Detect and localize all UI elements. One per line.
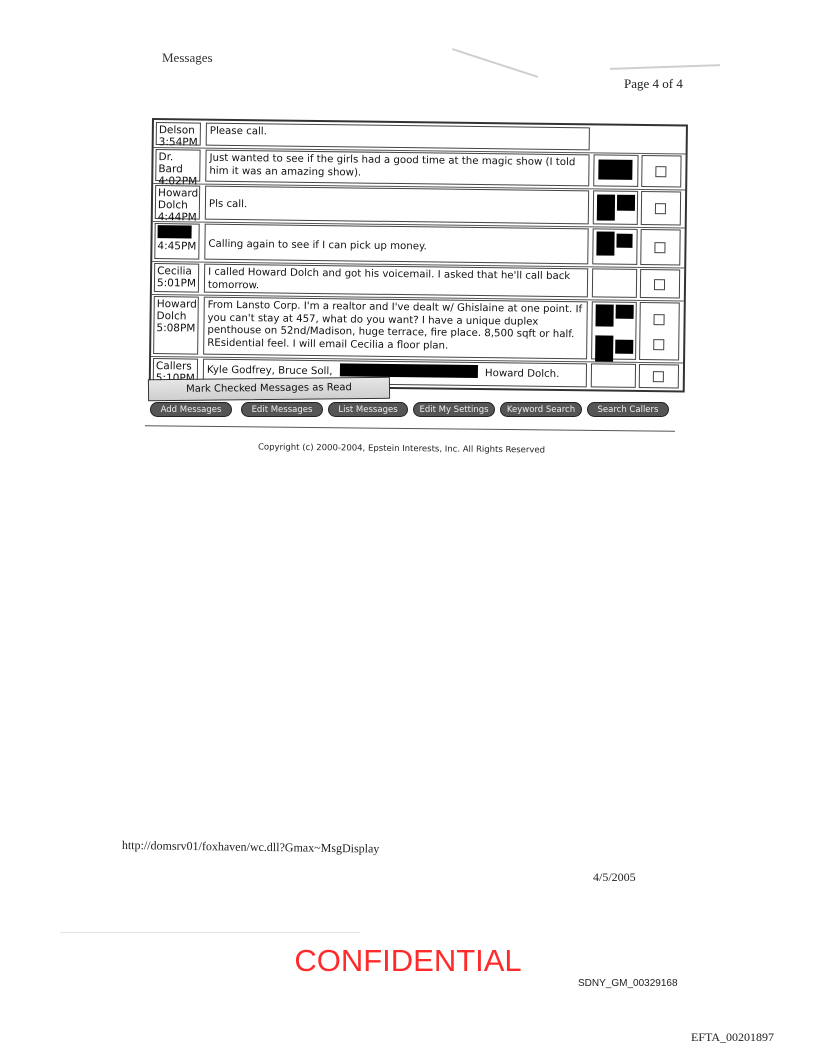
redaction-block (616, 305, 634, 319)
mark-read-checkbox[interactable] (654, 314, 665, 325)
message-time: 5:01PM (156, 277, 197, 290)
message-time: 4:02PM (158, 175, 198, 188)
mark-read-checkbox[interactable] (653, 371, 664, 382)
table-row (151, 294, 684, 363)
caller-cell (154, 263, 199, 293)
print-date: 4/5/2005 (593, 870, 636, 884)
list-messages-button[interactable]: List Messages (328, 402, 408, 417)
redaction-block (598, 159, 632, 179)
message-text: Pls call. (208, 198, 248, 211)
mark-read-checkbox[interactable] (655, 166, 666, 177)
message-text: From Lansto Corp. I'm a realtor and I've dealt w/ Ghislaine at one point. If you can't stay at 457, what do you want? I have a unique duplex penthouse on 52nd/Madison, huge terrace, fire place. 8,500 sqft or half. REsidential feel. I will email Cecilia a floor plan. (207, 299, 583, 352)
message-text: Please call. (209, 125, 267, 138)
caller-name: Howard Dolch (156, 298, 197, 323)
caller-name: Delson (158, 124, 195, 137)
mark-read-checkbox[interactable] (654, 279, 665, 290)
redaction-block (340, 363, 478, 378)
caller-cell (154, 223, 199, 260)
message-time: 4:44PM (157, 211, 197, 224)
read-checkbox-cell (641, 191, 681, 225)
redaction-block (615, 340, 633, 354)
message-text-cell (206, 123, 590, 151)
message-text-part: Kyle Godfrey, Bruce Soll, (206, 364, 333, 378)
empty-cell (591, 363, 636, 388)
copyright-notice: Copyright (c) 2000-2004, Epstein Interests, Inc. All Rights Reserved (257, 442, 546, 456)
caller-name: Howard Dolch (157, 187, 199, 212)
message-text-cell (205, 150, 589, 187)
search-callers-button[interactable]: Search Callers (587, 402, 669, 417)
message-text-cell (204, 264, 588, 298)
redacted-cell (592, 228, 637, 265)
redaction-block (596, 231, 614, 255)
message-time: 5:08PM (156, 322, 196, 335)
redacted-cell (593, 154, 638, 187)
mark-read-checkbox[interactable] (653, 340, 664, 351)
edit-messages-button[interactable]: Edit Messages (241, 402, 323, 417)
message-text: Just wanted to see if the girls had a good time at the magic show (I told him it was an amazing show). (209, 152, 576, 179)
page-indicator: Page 4 of 4 (624, 76, 683, 91)
caller-cell (155, 185, 200, 224)
read-checkbox-cell (641, 155, 681, 187)
message-text: Calling again to see if I can pick up money. (208, 238, 427, 253)
caller-cell (153, 296, 199, 355)
redacted-cell (591, 301, 637, 360)
efta-number: EFTA_00201897 (691, 1030, 775, 1044)
page-url: http://domsrv01/foxhaven/wc.dll?Gmax~MsgDisplay (121, 838, 380, 856)
read-checkbox-cell (639, 364, 679, 388)
messages-table (149, 118, 688, 393)
message-text-cell (204, 224, 588, 265)
redaction-block (597, 194, 615, 220)
mark-checked-read-button[interactable]: Mark Checked Messages as Read (148, 377, 390, 402)
paper-crease (610, 64, 720, 70)
redaction-block (595, 304, 613, 326)
caller-name: Dr. Bard (158, 151, 183, 176)
keyword-search-button[interactable]: Keyword Search (500, 402, 582, 417)
redaction-block (158, 225, 192, 238)
read-checkbox-cell (639, 302, 680, 360)
scan-line (60, 932, 360, 933)
redaction-block (616, 234, 632, 248)
mark-read-checkbox[interactable] (655, 203, 666, 214)
caller-name: Callers (155, 360, 192, 373)
edit-my-settings-button[interactable]: Edit My Settings (413, 402, 495, 417)
mark-read-checkbox[interactable] (654, 242, 665, 253)
caller-name: Cecilia (157, 265, 192, 278)
read-checkbox-cell (640, 269, 680, 298)
redaction-block (595, 335, 613, 361)
caller-cell (156, 122, 201, 149)
confidential-stamp: CONFIDENTIAL (294, 943, 522, 978)
message-text: I called Howard Dolch and got his voicemail. I asked that he'll call back tomorrow. (207, 266, 571, 291)
divider-rule (145, 425, 675, 432)
message-time: 4:45PM (157, 240, 197, 253)
add-messages-button[interactable]: Add Messages (150, 402, 232, 417)
bates-number: SDNY_GM_00329168 (578, 978, 678, 989)
read-checkbox-cell (640, 229, 680, 265)
caller-cell (155, 149, 200, 188)
redaction-block (617, 195, 635, 211)
message-text-cell (203, 297, 588, 360)
empty-cell (592, 268, 637, 298)
redacted-cell (593, 190, 638, 225)
message-text-cell (205, 186, 589, 225)
message-time: 3:54PM (158, 136, 198, 149)
page-header-title: Messages (162, 50, 213, 65)
message-text-part: Howard Dolch. (484, 368, 560, 380)
paper-crease (452, 48, 538, 78)
